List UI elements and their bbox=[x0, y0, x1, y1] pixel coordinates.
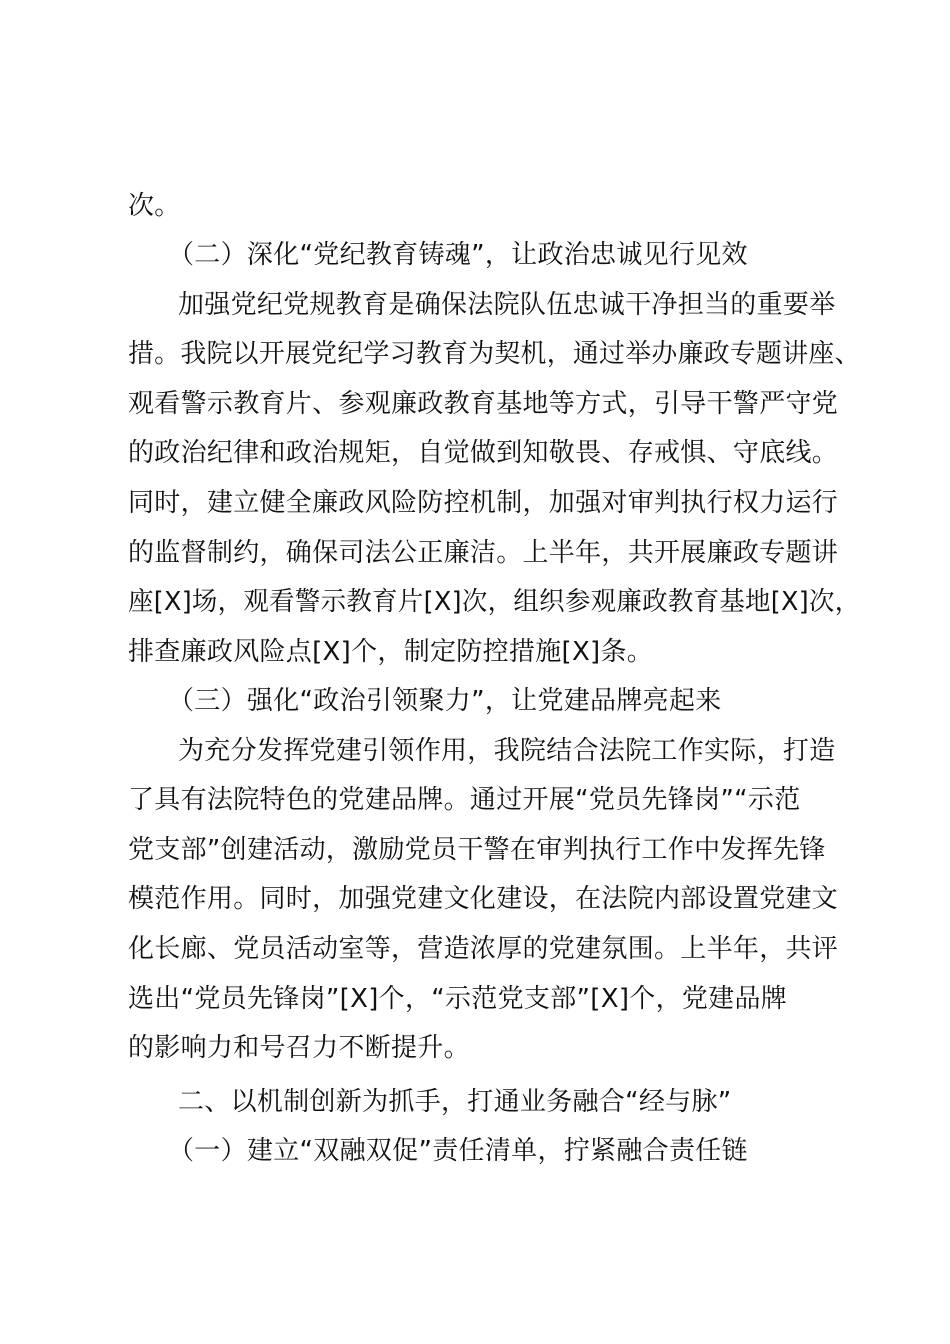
paragraph-continuation: 次。 bbox=[128, 191, 181, 221]
paragraph-line: 化长廊、党员活动室等，营造浓厚的党建氛围。上半年，共评 bbox=[128, 934, 839, 964]
section-heading-3: （三）强化“政治引领聚力”，让党建品牌亮起来 bbox=[168, 686, 722, 716]
paragraph-line: 座[X]场，观看警示教育片[X]次，组织参观廉政教育基地[X]次， bbox=[128, 587, 861, 617]
paragraph-line: 观看警示教育片、参观廉政教育基地等方式，引导干警严守党 bbox=[128, 389, 839, 419]
paragraph-line: 加强党纪党规教育是确保法院队伍忠诚干净担当的重要举 bbox=[178, 290, 836, 320]
paragraph-line: 了具有法院特色的党建品牌。通过开展“党员先锋岗”“示范 bbox=[128, 785, 801, 815]
paragraph-line: 的政治纪律和政治规矩，自觉做到知敬畏、存戒惧、守底线。 bbox=[128, 438, 839, 468]
paragraph-line: 的监督制约，确保司法公正廉洁。上半年，共开展廉政专题讲 bbox=[128, 538, 839, 568]
paragraph-line: 的影响力和号召力不断提升。 bbox=[128, 1033, 470, 1063]
paragraph-line: 措。我院以开展党纪学习教育为契机，通过举办廉政专题讲座、 bbox=[128, 339, 861, 369]
paragraph-line: 为充分发挥党建引领作用，我院结合法院工作实际，打造 bbox=[178, 736, 836, 766]
paragraph-line: 选出“党员先锋岗”[X]个，“示范党支部”[X]个，党建品牌 bbox=[128, 984, 788, 1014]
paragraph-line: 同时，建立健全廉政风险防控机制，加强对审判执行权力运行 bbox=[128, 488, 839, 518]
paragraph-line: 排查廉政风险点[X]个，制定防控措施[X]条。 bbox=[128, 637, 654, 667]
paragraph-line: 党支部”创建活动，激励党员干警在审判执行工作中发挥先锋 bbox=[128, 835, 826, 865]
major-heading-2: 二、以机制创新为抓手，打通业务融合“经与脉” bbox=[178, 1087, 732, 1117]
section-heading-2: （二）深化“党纪教育铸魂”，让政治忠诚见行见效 bbox=[168, 240, 748, 270]
sub-heading-1: （一）建立“双融双促”责任清单，拧紧融合责任链 bbox=[168, 1136, 748, 1166]
paragraph-line: 模范作用。同时，加强党建文化建设，在法院内部设置党建文 bbox=[128, 884, 839, 914]
